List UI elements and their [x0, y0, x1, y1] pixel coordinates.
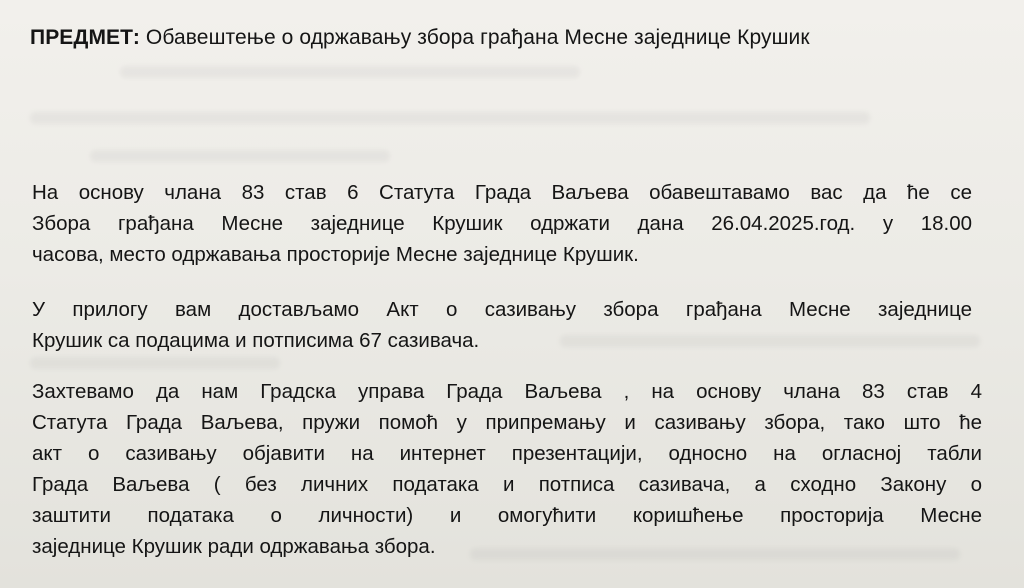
subject-label: ПРЕДМЕТ: [30, 26, 140, 49]
paragraph-line: Захтевамо да нам Градска управа Града Ваљева , на основу члана 83 став 4 [32, 380, 982, 403]
paragraph-line: Збора грађана Месне заједнице Крушик одржати дана 26.04.2025.год. у 18.00 [32, 212, 972, 235]
paragraph-line: Статута Града Ваљева, пружи помоћ у припремању и сазивању збора, тако што ће [32, 411, 982, 434]
paragraph-attachment [32, 294, 972, 356]
paragraph-line: Града Ваљева ( без личних података и потписа сазивача, а сходно Закону о [32, 473, 982, 496]
subject-text: Обавештење о одржавању збора грађана Месне заједнице Крушик [145, 26, 810, 49]
subject-line [30, 26, 810, 50]
paragraph-meeting-notice [32, 177, 972, 270]
paragraph-line: часова, место одржавања просторије Месне заједнице Крушик. [32, 243, 639, 266]
paragraph-line: акт о сазивању објавити на интернет презентацији, односно на огласној табли [32, 442, 982, 465]
paragraph-line: Крушик са подацима и потписима 67 сазивача. [32, 329, 480, 352]
paragraph-line: заштити података о личности) и омогућити коришћење просторија Месне [32, 504, 982, 527]
paragraph-line: У прилогу вам достављамо Акт о сазивању збора грађана Месне заједнице [32, 298, 972, 321]
paragraph-request [32, 376, 982, 562]
paragraph-line: На основу члана 83 став 6 Статута Града Ваљева обавештавамо вас да ће се [32, 181, 972, 204]
paragraph-line: заједнице Крушик ради одржавања збора. [32, 535, 436, 558]
